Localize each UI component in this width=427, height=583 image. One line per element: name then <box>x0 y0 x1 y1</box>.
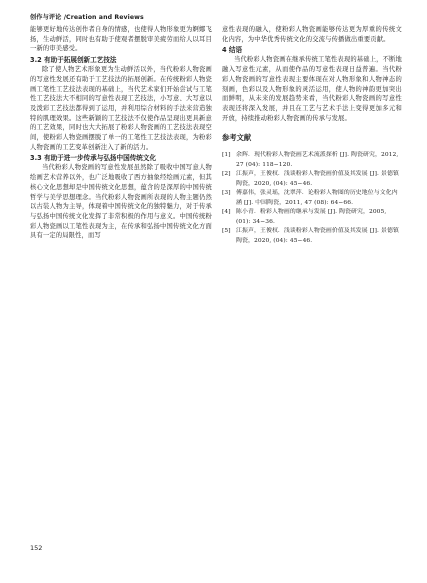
references-title: 参考文献 <box>222 133 252 143</box>
section-3-3-paragraph: 当代粉彩人物瓷画的写意性发展虽然除了吸收中国写意人物绘画艺术营养以外，也广泛地吸收了西方抽象经绘画元素，但其核心文化思想却是中国传统文化思想，蕴含的是深厚的中国传统哲学与美学思想理念。当代粉彩人物瓷画所表现的人物主题仍然以古装人物为主导，体现着中国传统文化的独特魅力，对于传承与弘扬中国传统文化发挥了非常积极的作用与意义。中国传统粉彩人物瓷画以工笔性表现为主，在传承和弘扬中国传统文化方面具有一定的局限性，而写 <box>30 164 212 240</box>
section-3-2-heading: 3.2 有助于拓展创新工艺技法 <box>30 56 117 65</box>
left-column <box>30 25 212 241</box>
continuation-paragraph: 意性表现的融入，使粉彩人物瓷画能够传达更为厚重的传统文化内容，为中华优秀传统文化的交流与传播做出重要贡献。 <box>222 26 402 43</box>
section-4-paragraph: 当代粉彩人物瓷画在继承传统工笔性表现的基础上，不断地融入写意性元素，从而使作品的写意性表现日益普遍。当代粉彩人物瓷画的写意性表现主要体现在对人物形象和人物神态的刻画，色彩以及人物形象的灵活运用，使人物的神韵更加突出而鲜明，从未来的发展趋势来看，当代粉彩人物瓷画的写意性表现还将深入发展，并且在工艺与艺术手法上变得更加多元和开放，持续推动粉彩人物瓷画的传承与发展。 <box>222 56 402 122</box>
reference-text: 傅嘉伟，张灵瑶，沈翠萍．论粉彩人物图的历史地位与文化内涵 [J]. 中国陶瓷，2011, 47 (08): 64−66. <box>236 190 398 206</box>
journal-header: 创作与评论 /Creation and Reviews <box>30 14 144 21</box>
reference-number: [4] <box>222 209 231 216</box>
reference-text: 江振声，王俊权．浅谈粉彩人物瓷画价值及其发展 [J]. 景德镇陶瓷，2020, (04): 45−46. <box>236 171 399 187</box>
references-list <box>222 151 402 246</box>
intro-paragraph: 能够更好地传达创作者自身的情感，也使得人物形象更为婀娜飞扬，生动鲜活，同时也有助于使观者摆脱审美疲劳而给人以耳目一新的审美感受。 <box>30 26 212 53</box>
page-number: 152 <box>30 544 43 552</box>
reference-number: [5] <box>222 228 231 235</box>
reference-text: 江振声，王俊权．浅谈粉彩人物瓷画价值及其发展 [J]. 景德镇陶瓷，2020, (04): 45−46. <box>236 228 399 244</box>
reference-number: [1] <box>222 152 231 159</box>
reference-text: 陈小青．粉彩人物画的继承与发展 [J]. 陶瓷研究，2005, (01): 34−36. <box>236 209 387 225</box>
reference-item <box>222 227 402 246</box>
reference-item <box>222 151 402 170</box>
reference-item <box>222 208 402 227</box>
section-4-heading: 4 结语 <box>222 46 243 55</box>
reference-number: [3] <box>222 190 231 197</box>
reference-item <box>222 189 402 208</box>
section-3-3-heading: 3.3 有助于进一步传承与弘扬中国传统文化 <box>30 154 157 163</box>
right-column <box>222 25 402 246</box>
section-3-2-paragraph: 除了使人物艺术形象更为生动鲜活以外，当代粉彩人物瓷画的写意性发展还有助于工艺技法的拓展创新。在传统粉彩人物瓷画工笔性工艺技法表现的基础上，当代艺术家们开始尝试与工笔性工艺技法大不相同的写意性表现工艺技法，小写意、大写意以及泼彩工艺技法都得到了运用，并利用综合材料的手法来营造独特的肌理效果。这些新颖的工艺技法不仅使作品呈现出更具新意的工艺效果，同时也大大拓展了粉彩人物瓷画的工艺技法表现空间，使粉彩人物瓷画摆脱了单一的工笔性工艺技法表现，为粉彩人物瓷画的工艺变革创新注入了新的活力。 <box>30 66 212 151</box>
reference-item <box>222 170 402 189</box>
reference-number: [2] <box>222 171 231 178</box>
reference-text: 余辉．现代粉彩人物瓷画艺术流派探析 [J]. 陶瓷研究，2012, 27 (04): 118−120. <box>236 152 399 168</box>
